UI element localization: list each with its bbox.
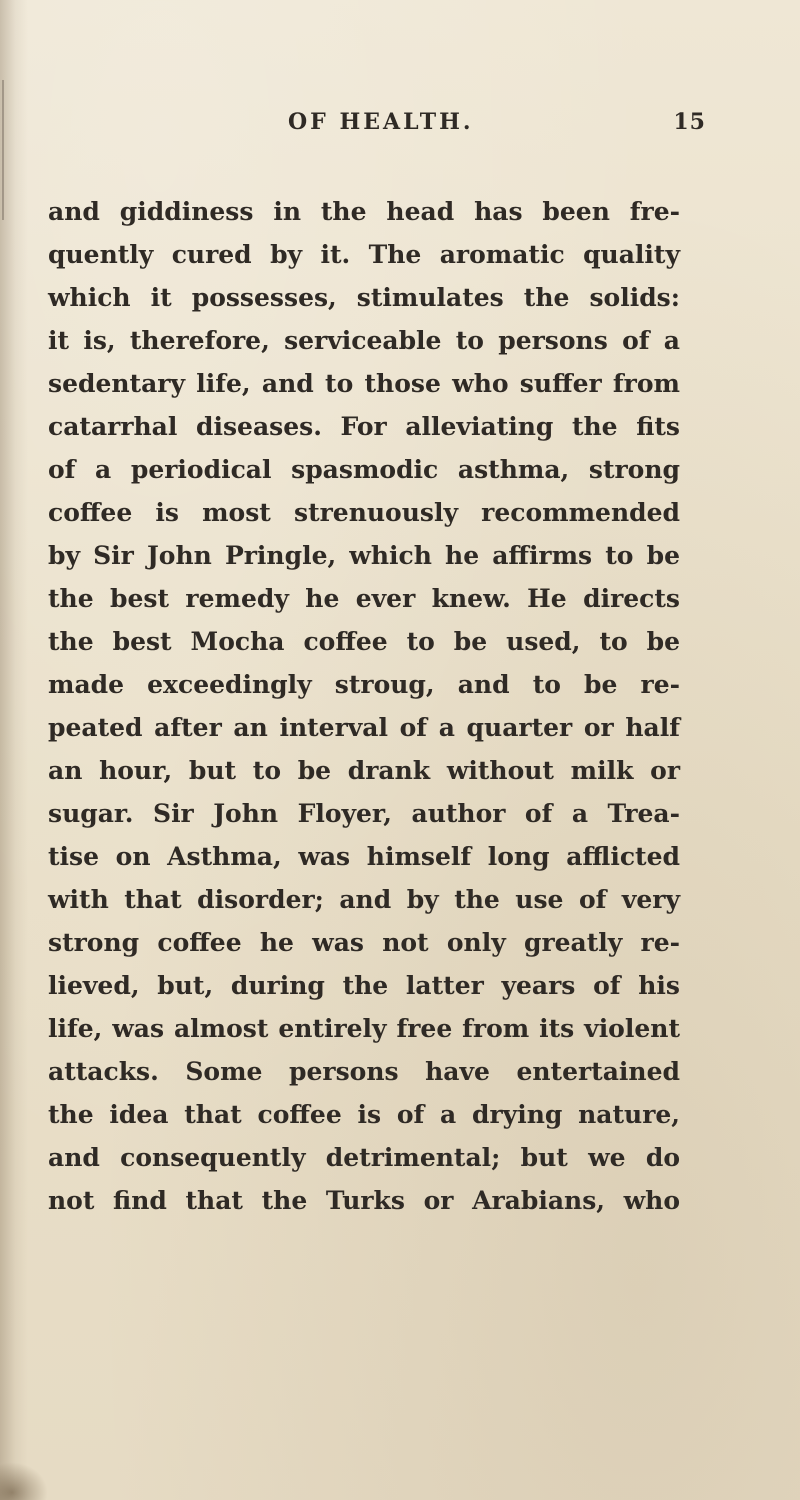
text-line: catarrhal diseases. For alleviating the fits (48, 412, 680, 441)
gutter-shadow (0, 0, 28, 1500)
text-line: tise on Asthma, was himself long afflicted (48, 842, 680, 871)
text-line: quently cured by it. The aromatic quality (48, 240, 680, 269)
text-line: sugar. Sir John Floyer, author of a Trea- (48, 799, 680, 828)
corner-stain (0, 1462, 48, 1500)
body-text (48, 190, 680, 1222)
text-line: and giddiness in the head has been fre- (48, 197, 680, 226)
text-line: strong coffee he was not only greatly re- (48, 928, 680, 957)
text-line: an hour, but to be drank without milk or (48, 756, 680, 785)
text-line: sedentary life, and to those who suffer from (48, 369, 680, 398)
text-line: not find that the Turks or Arabians, who (48, 1186, 680, 1215)
text-line: coffee is most strenuously recommended (48, 498, 680, 527)
running-head: OF HEALTH. (288, 109, 474, 135)
text-line: life, was almost entirely free from its violent (48, 1014, 680, 1043)
text-line: attacks. Some persons have entertained (48, 1057, 680, 1086)
page-header (0, 102, 800, 142)
text-line: by Sir John Pringle, which he affirms to be (48, 541, 680, 570)
text-line: made exceedingly stroug, and to be re- (48, 670, 680, 699)
text-line: the idea that coffee is of a drying nature, (48, 1100, 680, 1129)
text-line: with that disorder; and by the use of very (48, 885, 680, 914)
text-line: of a periodical spasmodic asthma, strong (48, 455, 680, 484)
text-line: the best Mocha coffee to be used, to be (48, 627, 680, 656)
text-line: and consequently detrimental; but we do (48, 1143, 680, 1172)
text-line: lieved, but, during the latter years of his (48, 971, 680, 1000)
gutter-edge-line (2, 80, 4, 220)
page-number: 15 (673, 109, 706, 135)
text-line: the best remedy he ever knew. He directs (48, 584, 680, 613)
text-line: which it possesses, stimulates the solids: (48, 283, 680, 312)
text-line: it is, therefore, serviceable to persons of a (48, 326, 680, 355)
text-line: peated after an interval of a quarter or half (48, 713, 680, 742)
